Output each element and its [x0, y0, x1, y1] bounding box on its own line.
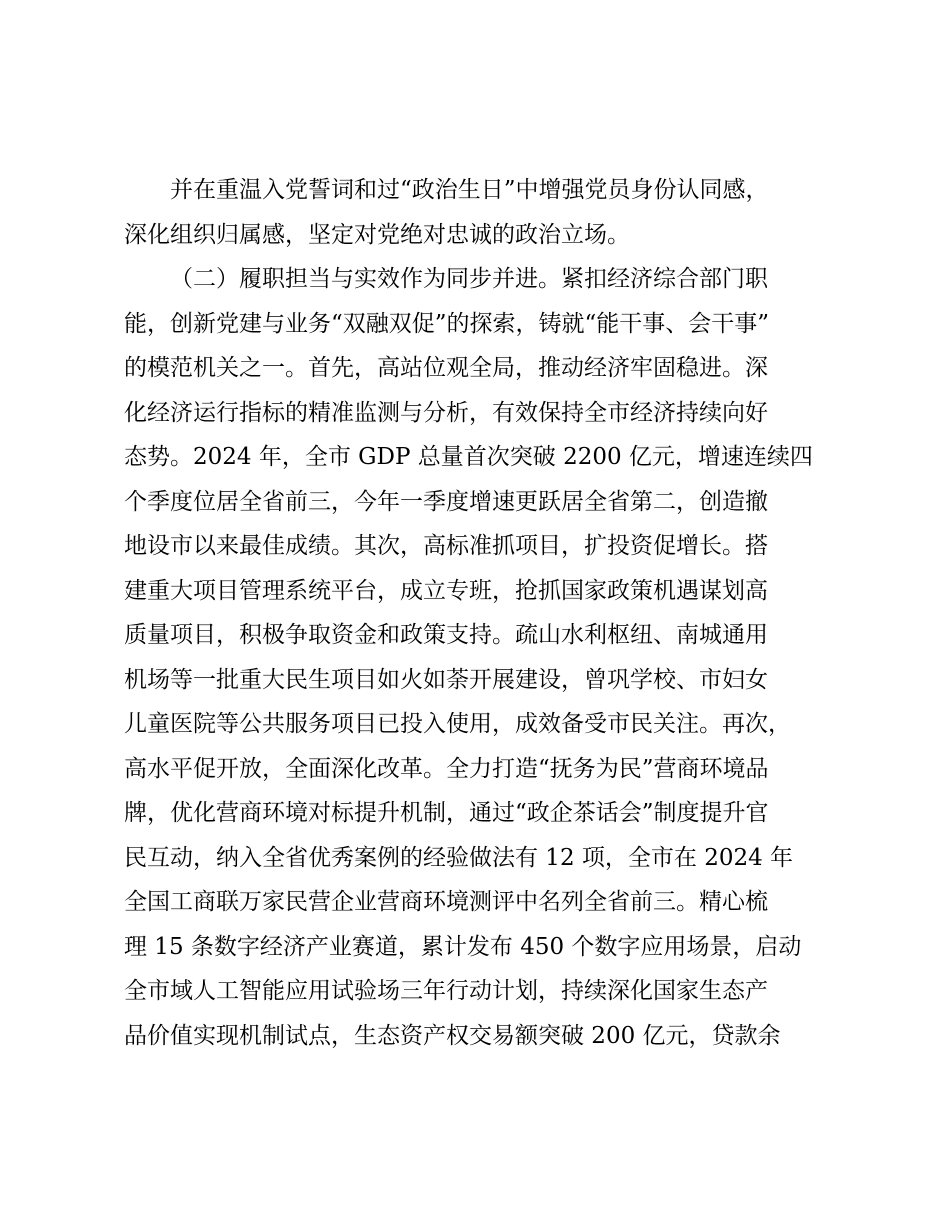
text-line: 能，创新党建与业务“双融双促”的探索，铸就“能干事、会干事”: [124, 310, 770, 337]
text-line: 地设市以来最佳成绩。其次，高标准抓项目，扩投资促增长。搭: [124, 533, 768, 559]
text-line: 牌，优化营商环境对标提升机制，通过“政企茶话会”制度提升官: [124, 800, 769, 826]
text-line: 高水平促开放，全面深化改革。全力打造“抚务为民”营商环境品: [124, 755, 769, 782]
paragraph-1: [124, 168, 844, 257]
text-line: 质量项目，积极争取资金和政策支持。疏山水利枢纽、南城通用: [124, 622, 768, 648]
text-line: 建重大项目管理系统平台，成立专班，抢抓国家政策机遇谋划高: [124, 577, 768, 604]
text-line: 民互动，纳入全省优秀案例的经验做法有 12 项，全市在 2024 年: [124, 844, 794, 871]
text-line: （二）履职担当与实效作为同步并进。紧扣经济综合部门职: [170, 266, 768, 292]
text-line: 深化组织归属感，坚定对党绝对忠诚的政治立场。: [124, 221, 630, 248]
text-line: 全市域人工智能应用试验场三年行动计划，持续深化国家生态产: [124, 978, 768, 1004]
text-line: 品价值实现机制试点，生态资产权交易额突破 200 亿元，贷款余: [124, 1022, 781, 1049]
text-line: 全国工商联万家民营企业营商环境测评中名列全省前三。精心梳: [124, 889, 768, 915]
text-line: 的模范机关之一。首先，高站位观全局，推动经济牢固稳进。深: [124, 355, 768, 381]
text-line: 儿童医院等公共服务项目已投入使用，成效备受市民关注。再次，: [124, 711, 791, 737]
document-body: [124, 168, 844, 1058]
text-line: 并在重温入党誓词和过“政治生日”中增强党员身份认同感，: [170, 177, 769, 203]
text-line: 个季度位居全省前三，今年一季度增速更跃居全省第二，创造撤: [124, 488, 768, 515]
text-line: 化经济运行指标的精准监测与分析，有效保持全市经济持续向好: [124, 399, 768, 426]
text-line: 机场等一批重大民生项目如火如荼开展建设，曾巩学校、市妇女: [124, 666, 768, 693]
text-line: 态势。2024 年，全市 GDP 总量首次突破 2200 亿元，增速连续四: [124, 444, 813, 470]
text-line: 理 15 条数字经济产业赛道，累计发布 450 个数字应用场景，启动: [124, 933, 802, 960]
paragraph-2: [124, 257, 844, 1058]
